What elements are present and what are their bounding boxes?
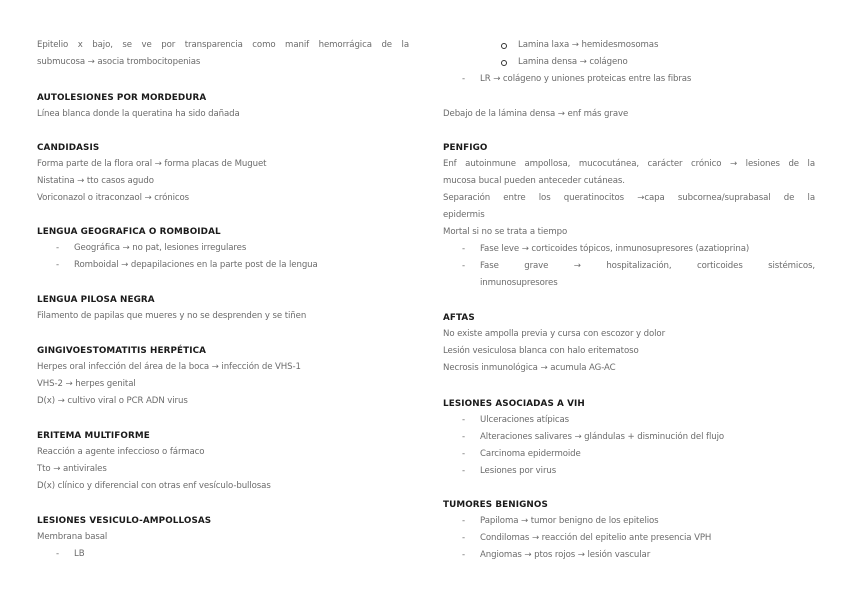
list-item-text: Fase grave → hospitalización, corticoides sistémicos, (480, 261, 815, 271)
list-item (462, 530, 712, 547)
list-item (462, 71, 692, 88)
section-heading-tumores: TUMORES BENIGNOS (443, 500, 548, 510)
list-item (462, 258, 815, 275)
bullet-dash: - (462, 261, 466, 271)
bullet-dash: - (56, 243, 60, 253)
list-item-text: Fase leve → corticoides tópicos, inmunosupresores (azatioprina) (480, 244, 750, 254)
list-item-text: Ulceraciones atípicas (480, 415, 570, 425)
list-item-text: LR → colágeno y uniones proteicas entre las fibras (480, 74, 692, 84)
list-item (462, 547, 651, 564)
body-line: VHS-2 → herpes genital (37, 379, 136, 389)
bullet-dash: - (462, 449, 466, 459)
circle-bullet-icon (501, 60, 507, 66)
body-line: Membrana basal (37, 532, 108, 542)
body-line: mucosa bucal pueden anteceder cutáneas. (443, 176, 625, 186)
section-heading-vesiculo: LESIONES VESICULO-AMPOLLOSAS (37, 516, 212, 526)
bullet-dash: - (56, 260, 60, 270)
body-line: epidermis (443, 210, 485, 220)
list-item-text: Geográfica → no pat, lesiones irregulares (74, 243, 247, 253)
body-line: Línea blanca donde la queratina ha sido dañada (37, 109, 240, 119)
bullet-dash: - (462, 533, 466, 543)
section-heading-penfigo: PENFIGO (443, 143, 488, 153)
intro-line: submucosa → asocia trombocitopenias (37, 57, 201, 67)
body-line: Lesión vesiculosa blanca con halo eritematoso (443, 346, 639, 356)
body-line: Filamento de papilas que mueres y no se desprenden y se tiñen (37, 311, 307, 321)
list-item (462, 446, 581, 463)
section-heading-aftas: AFTAS (443, 313, 475, 323)
list-item (462, 463, 557, 480)
section-heading-candidasis: CANDIDASIS (37, 143, 100, 153)
section-heading-eritema: ERITEMA MULTIFORME (37, 431, 150, 441)
body-line: Enf autoinmune ampollosa, mucocutánea, carácter crónico → lesiones de la (443, 159, 815, 169)
circle-bullet-icon (501, 43, 507, 49)
bullet-dash: - (462, 516, 466, 526)
bullet-dash: - (462, 244, 466, 254)
list-item (462, 513, 659, 530)
body-line: Reacción a agente infeccioso o fármaco (37, 447, 205, 457)
section-heading-vih: LESIONES ASOCIADAS A VIH (443, 399, 585, 409)
bullet-dash: - (462, 466, 466, 476)
list-item (462, 241, 750, 258)
list-item-text: Alteraciones salivares → glándulas + disminución del flujo (480, 432, 725, 442)
body-line: D(x) → cultivo viral o PCR ADN virus (37, 396, 188, 406)
body-line: Nistatina → tto casos agudo (37, 176, 154, 186)
list-item-text: Carcinoma epidermoide (480, 449, 581, 459)
list-item-text: Lesiones por virus (480, 466, 557, 476)
list-item-text: Papiloma → tumor benigno de los epitelios (480, 516, 659, 526)
list-item (56, 546, 85, 563)
list-item-text: Condilomas → reacción del epitelio ante presencia VPH (480, 533, 712, 543)
bullet-dash: - (462, 74, 466, 84)
bullet-dash: - (462, 415, 466, 425)
bullet-dash: - (56, 549, 60, 559)
list-item-text: LB (74, 549, 85, 559)
list-item (56, 240, 247, 257)
section-heading-lengua-pilosa: LENGUA PILOSA NEGRA (37, 295, 155, 305)
list-item-text: Angiomas → ptos rojos → lesión vascular (480, 550, 651, 560)
list-item-text: Lamina densa → colágeno (518, 57, 628, 67)
list-item-text: Romboidal → depapilaciones en la parte post de la lengua (74, 260, 318, 270)
body-line: Mortal si no se trata a tiempo (443, 227, 568, 237)
body-line: Necrosis inmunológica → acumula AG-AC (443, 363, 616, 373)
list-item (462, 412, 570, 429)
intro-line: Epitelio x bajo, se ve por transparencia como manif hemorrágica de la (37, 40, 409, 50)
section-heading-lengua-geografica: LENGUA GEOGRAFICA O ROMBOIDAL (37, 227, 221, 237)
body-line: Voriconazol o itraconzaol → crónicos (37, 193, 190, 203)
body-line: Debajo de la lámina densa → enf más grave (443, 109, 629, 119)
section-heading-autolesiones: AUTOLESIONES POR MORDEDURA (37, 93, 207, 103)
body-line: Herpes oral infección del área de la boca → infección de VHS-1 (37, 362, 301, 372)
section-heading-gingivo: GINGIVOESTOMATITIS HERPÉTICA (37, 346, 207, 356)
list-item-text: Lamina laxa → hemidesmosomas (518, 40, 659, 50)
bullet-dash: - (462, 432, 466, 442)
list-item-text: inmunosupresores (480, 278, 558, 288)
list-item (462, 429, 725, 446)
body-line: D(x) clínico y diferencial con otras enf vesículo-bullosas (37, 481, 271, 491)
body-line: Separación entre los queratinocitos →capa subcornea/suprabasal de la (443, 193, 815, 203)
body-line: Tto → antivirales (37, 464, 107, 474)
bullet-dash: - (462, 550, 466, 560)
list-item (56, 257, 318, 274)
body-line: Forma parte de la flora oral → forma placas de Muguet (37, 159, 267, 169)
body-line: No existe ampolla previa y cursa con escozor y dolor (443, 329, 666, 339)
